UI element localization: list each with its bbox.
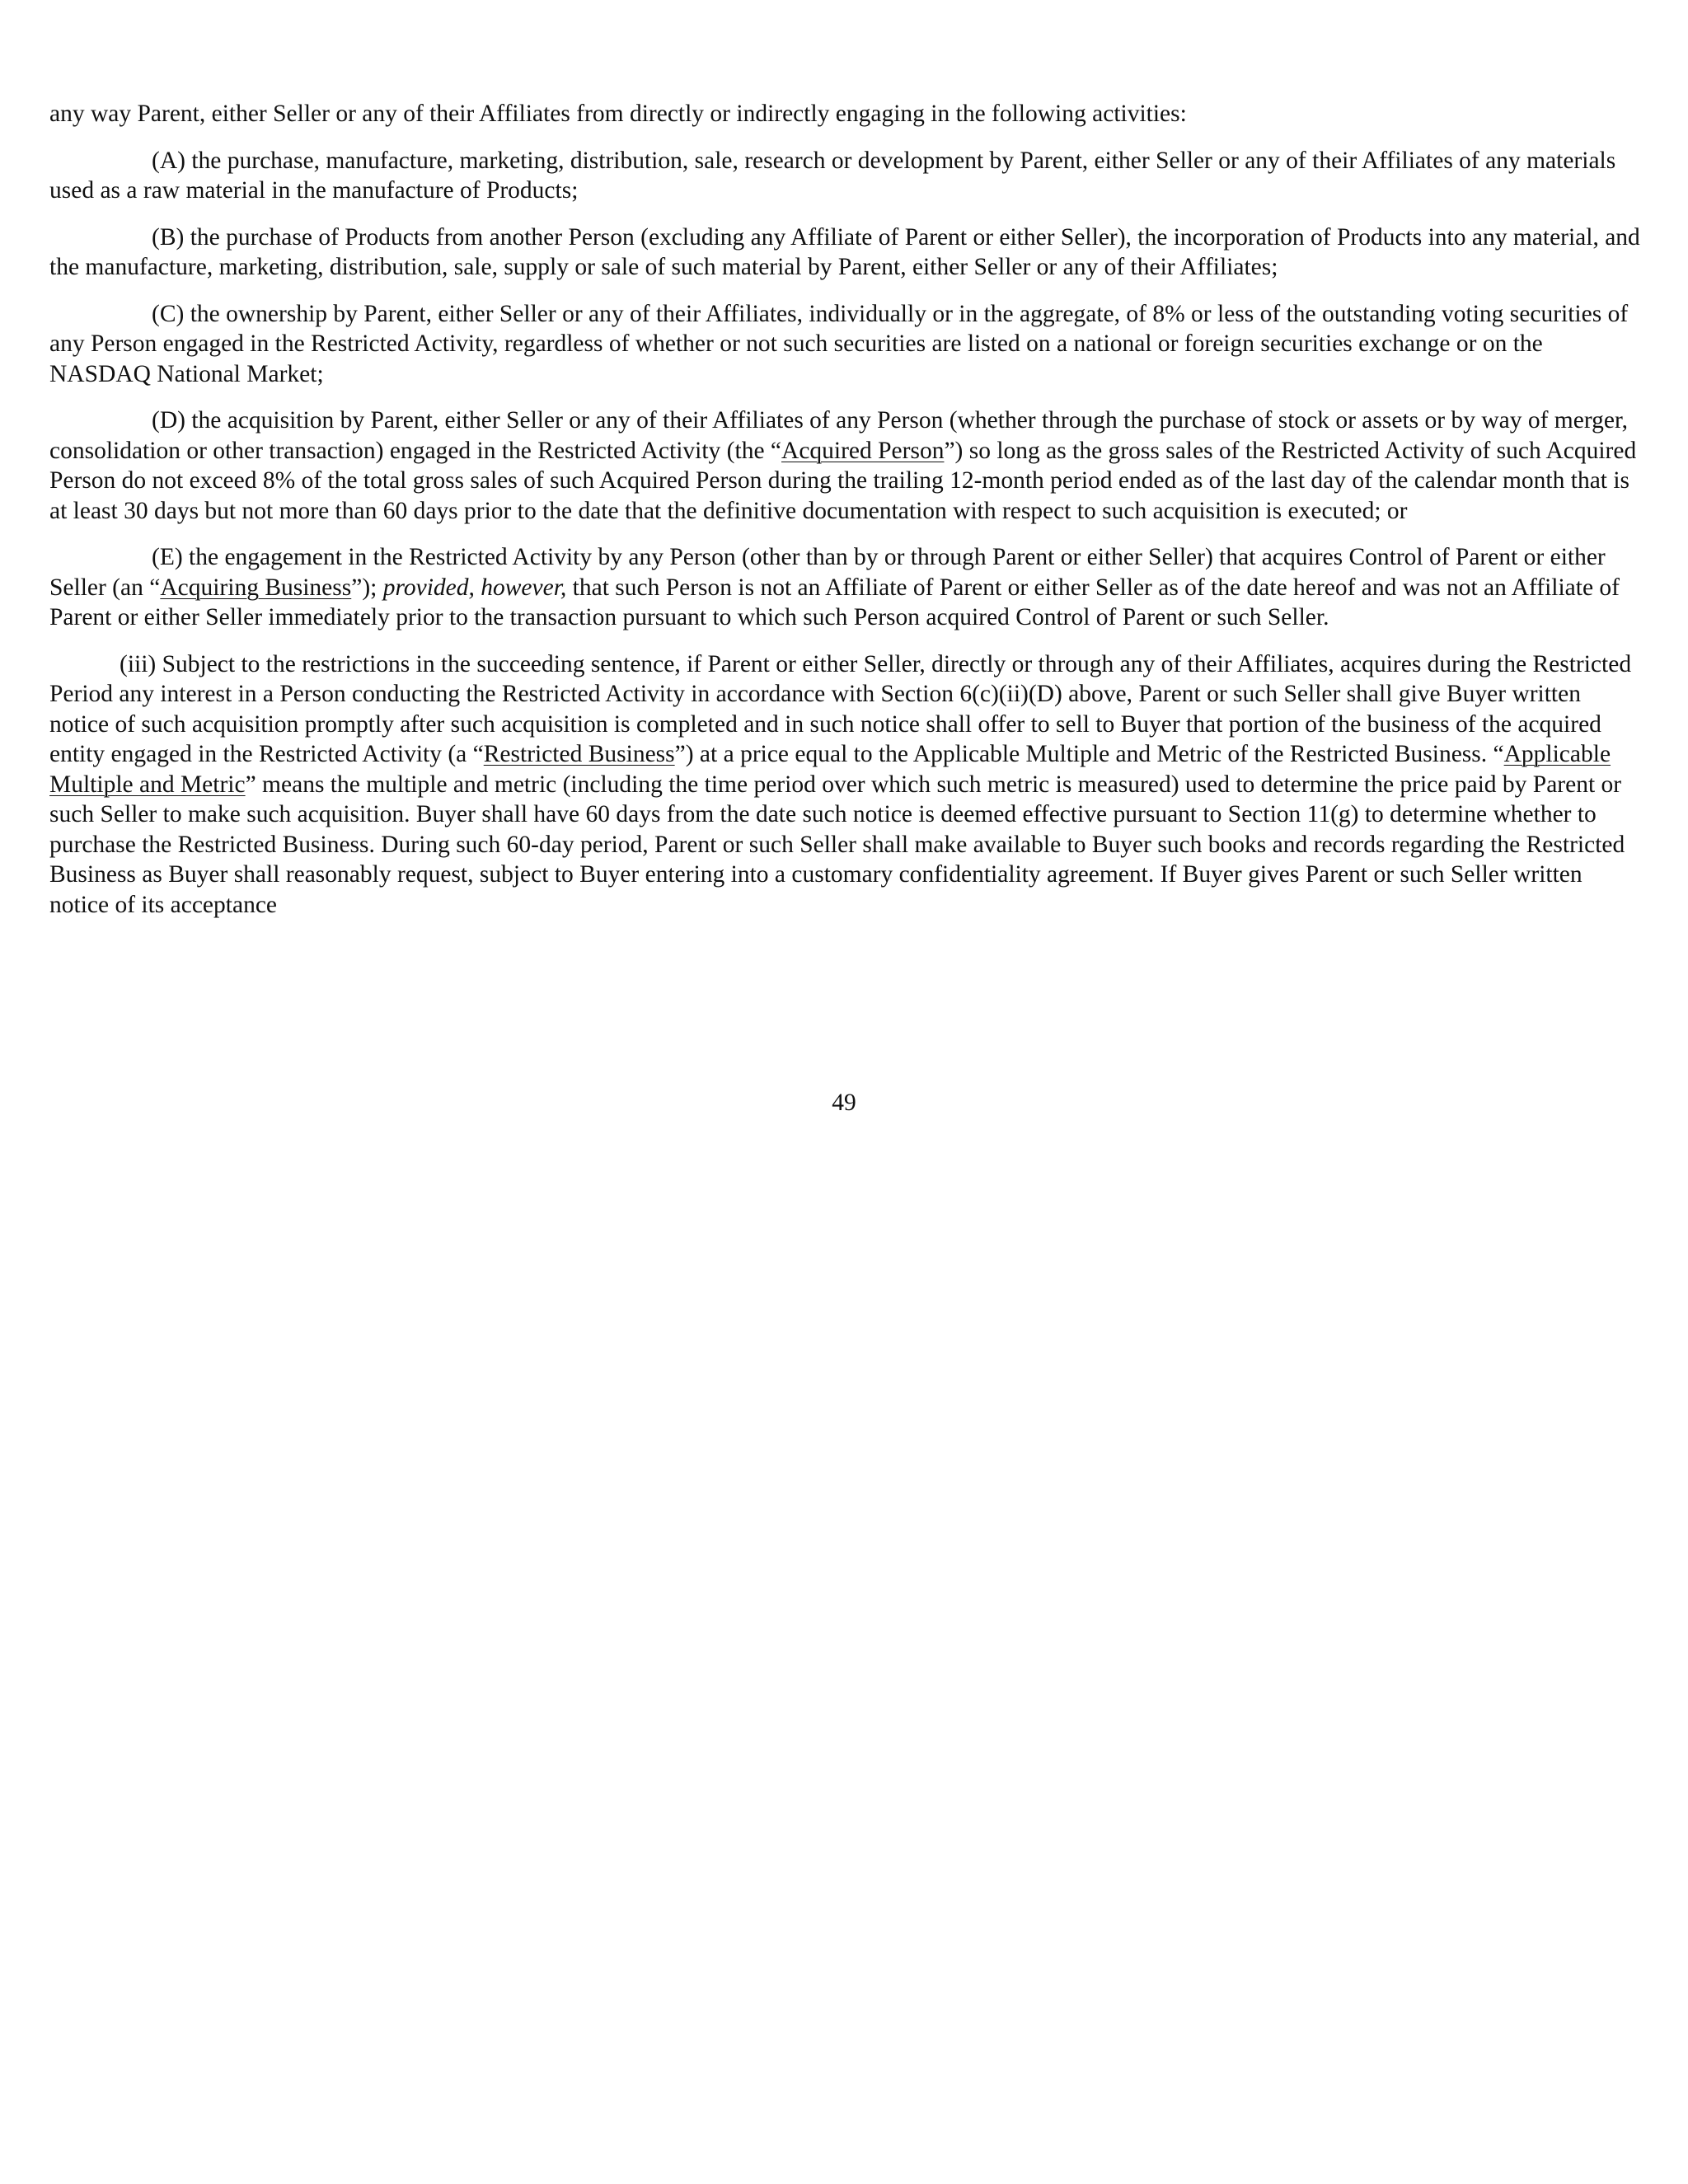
paragraph-d [49,405,1640,526]
defined-term-restricted-business: Restricted Business [483,741,675,767]
defined-term-acquiring-business: Acquiring Business [160,574,352,601]
paragraph-d-text-2: ”) so long as the gross sales of the Restricted Activity of such Acquired Person do not exceed 8% of the total gross sales of such Acquired Person during the trailing 12-month period ended as of the last day of the calendar month that is at least 30 days but not more than 60 days prior to the date that the definitive documentation with respect to such acquisition is executed; or [49,437,1637,524]
document-page [49,99,1640,936]
paragraph-iii [49,649,1640,921]
paragraph-a: (A) the purchase, manufacture, marketing, distribution, sale, research or development by Parent, either Seller or any of their Affiliates of any materials used as a raw material in the manufacture of Products; [49,147,1616,204]
defined-term-acquired-person: Acquired Person [781,437,945,464]
paragraph-e-text-1: (E) the engagement in the Restricted Activity by any Person (other than by or through Parent or either Seller) that acquires Control of Parent or either Seller (an “ [49,544,1606,601]
paragraph-e [49,542,1640,633]
page-number: 49 [832,1090,856,1116]
paragraph-intro: any way Parent, either Seller or any of their Affiliates from directly or indirectly engaging in the following activities: [49,101,1187,127]
paragraph-e-text-2: ”); [351,574,383,601]
paragraph-b: (B) the purchase of Products from another Person (excluding any Affiliate of Parent or either Seller), the incorporation of Products into any material, and the manufacture, marketing, distribution, sale, supply or sale of such material by Parent, either Seller or any of their Affiliates; [49,223,1640,280]
proviso-italic: provided, however, [382,574,567,601]
paragraph-iii-text-1: (iii) Subject to the restrictions in the succeeding sentence, if Parent or either Seller, directly or through any of their Affiliates, acquires during the Restricted Period any interest in a Person conducting the Restricted Activity in accordance with Section 6(c)(ii)(D) above, Parent or such Seller shall give Buyer written notice of such acquisition promptly after such acquisition is completed and in such notice shall offer to sell to Buyer that portion of the business of the acquired entity engaged in the Restricted Activity (a “ [49,650,1632,767]
paragraph-e-text-3: that such Person is not an Affiliate of Parent or either Seller as of the date hereof and was not an Affiliate of Parent or either Seller immediately prior to the transaction pursuant to which such Person acquired Control of Parent or such Seller. [49,574,1620,630]
paragraph-d-text-1: (D) the acquisition by Parent, either Seller or any of their Affiliates of any Person (whether through the purchase of stock or assets or by way of merger, consolidation or other transaction) engaged in the Restricted Activity (the “ [49,407,1628,464]
defined-term-applicable-multiple-and-metric: Applicable Multiple and Metric [49,741,1611,798]
paragraph-c: (C) the ownership by Parent, either Seller or any of their Affiliates, individually or in the aggregate, of 8% or less of the outstanding voting securities of any Person engaged in the Restricted Activity, regardless of whether or not such securities are listed on a national or foreign securities exchange or on the NASDAQ National Market; [49,300,1629,387]
paragraph-iii-text-2: ”) at a price equal to the Applicable Multiple and Metric of the Restricted Business. “ [674,741,1504,767]
paragraph-iii-text-3: ” means the multiple and metric (including the time period over which such metric is measured) used to determine the price paid by Parent or such Seller to make such acquisition. Buyer shall have 60 days from the date such notice is deemed effective pursuant to Section 11(g) to determine whether to purchase the Restricted Business. During such 60-day period, Parent or such Seller shall make available to Buyer such books and records regarding the Restricted Business as Buyer shall reasonably request, subject to Buyer entering into a customary confidentiality agreement. If Buyer gives Parent or such Seller written notice of its acceptance [49,771,1625,918]
